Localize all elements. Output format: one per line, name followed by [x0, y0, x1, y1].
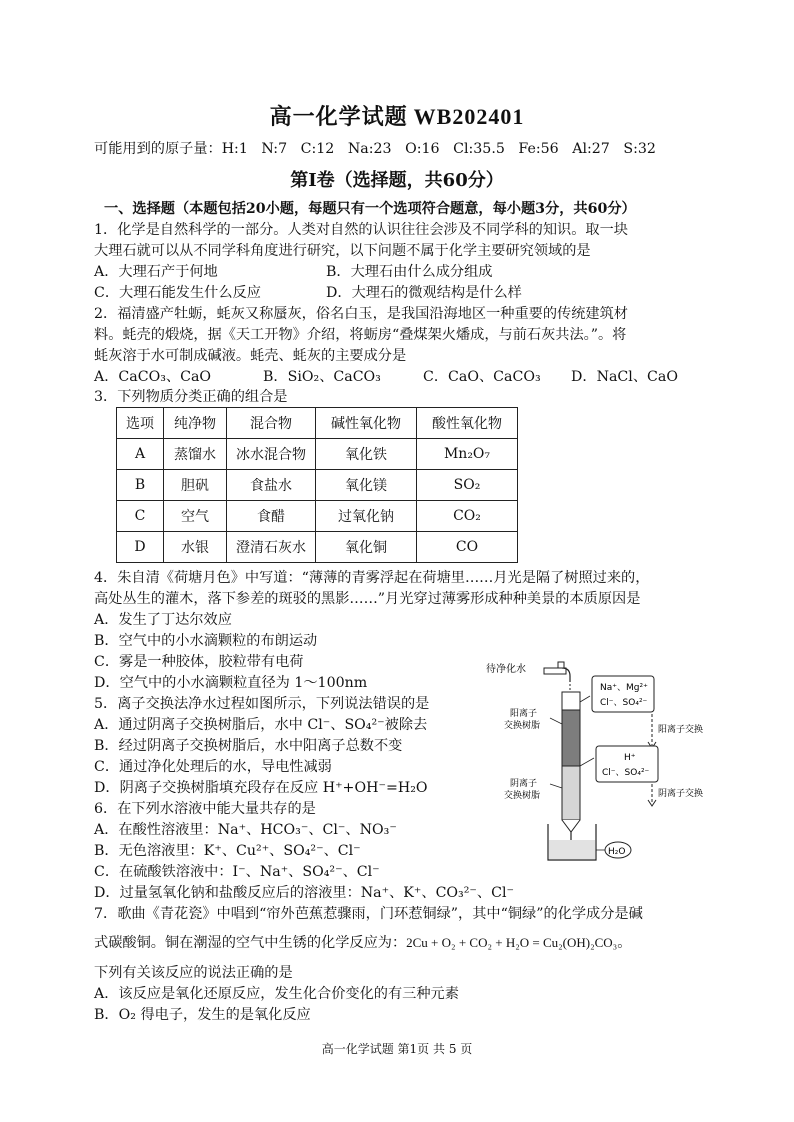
table-row — [117, 470, 518, 501]
table-header: 碱性氧化物 — [316, 408, 417, 439]
box1-line-2: Cl⁻、SO₄²⁻ — [600, 698, 648, 708]
table-cell: 蒸馏水 — [164, 439, 227, 470]
table-cell: SO₂ — [417, 470, 518, 501]
q3-stem: 3．下列物质分类正确的组合是 — [94, 389, 288, 405]
table-header-row — [117, 408, 518, 439]
table-row — [117, 532, 518, 563]
box2-line-1: H⁺ — [624, 753, 636, 763]
cation-resin-label-1: 阳离子 — [510, 709, 538, 719]
water-label: H₂O — [608, 847, 626, 857]
table-cell: 氧化铜 — [316, 532, 417, 563]
q4-option-d: D．空气中的小水滴颗粒直径为 1～100nm — [94, 675, 368, 691]
q7-stem-2-text: 式碳酸铜。铜在潮湿的空气中生锈的化学反应为： — [94, 935, 407, 951]
volume-heading: 第Ⅰ卷（选择题，共60分） — [290, 170, 504, 191]
table-cell: 氧化镁 — [316, 470, 417, 501]
anion-exchange-label: 阴离子交换 — [658, 789, 704, 799]
table-header: 酸性氧化物 — [417, 408, 518, 439]
q4-option-b: B．空气中的小水滴颗粒的布朗运动 — [94, 633, 318, 649]
q6-stem: 6．在下列水溶液中能大量共存的是 — [94, 801, 316, 817]
ion-exchange-diagram — [482, 654, 712, 864]
table-cell: 澄清石灰水 — [227, 532, 316, 563]
title-text: 高一化学试题 — [269, 104, 408, 130]
anion-resin — [562, 766, 580, 820]
table-cell: 水银 — [164, 532, 227, 563]
q5-option-a: A．通过阴离子交换树脂后，水中 Cl⁻、SO₄²⁻被除去 — [94, 717, 428, 733]
table-cell: 过氧化钠 — [316, 501, 417, 532]
table-header: 纯净物 — [164, 408, 227, 439]
q7-stem-2 — [94, 933, 631, 953]
q6-option-d: D．过量氢氧化钠和盐酸反应后的溶液里：Na⁺、K⁺、CO₃²⁻、Cl⁻ — [94, 885, 514, 901]
q2-stem-1: 2．福清盛产牡蛎，蚝灰又称蜃灰，俗名白玉，是我国沿海地区一种重要的传统建筑材 — [94, 306, 628, 322]
table-cell: CO₂ — [417, 501, 518, 532]
q4-stem-2: 高处丛生的灌木，落下参差的斑驳的黑影……”月光穿过薄雾形成种种美景的本质原因是 — [94, 591, 641, 607]
table-row — [117, 439, 518, 470]
cation-resin — [562, 710, 580, 766]
table-row — [117, 501, 518, 532]
q7-option-a: A．该反应是氧化还原反应，发生化合价变化的有三种元素 — [94, 986, 459, 1002]
q6-option-a: A．在酸性溶液里：Na⁺、HCO₃⁻、Cl⁻、NO₃⁻ — [94, 822, 397, 838]
inlet-label: 待净化水 — [486, 664, 526, 675]
q4-option-c: C．雾是一种胶体，胶粒带有电荷 — [94, 654, 304, 670]
cation-resin-label-2: 交换树脂 — [504, 721, 541, 731]
table-header: 选项 — [117, 408, 164, 439]
table-cell: 食醋 — [227, 501, 316, 532]
table-cell: 冰水混合物 — [227, 439, 316, 470]
reaction-equation: 2Cu + O₂ + CO₂ + H₂O = Cu₂(OH)₂CO₃ — [406, 935, 618, 950]
q7-stem-1: 7．歌曲《青花瓷》中唱到“帘外芭蕉惹骤雨，门环惹铜绿”，其中“铜绿”的化学成分是碱 — [94, 906, 643, 922]
table-cell: A — [117, 439, 164, 470]
q5-option-b: B．经过阴离子交换树脂后，水中阳离子总数不变 — [94, 738, 403, 754]
q7-option-b: B．O₂ 得电子，发生的是氧化反应 — [94, 1007, 311, 1023]
q6-option-c: C．在硫酸铁溶液中：I⁻、Na⁺、SO₄²⁻、Cl⁻ — [94, 864, 380, 880]
q1-stem-1: 1．化学是自然科学的一部分。人类对自然的认识往往会涉及不同学科的知识。取一块 — [94, 222, 628, 238]
q2-option-d: D．NaCl、CaO — [571, 369, 678, 385]
table-cell: 空气 — [164, 501, 227, 532]
table-cell: B — [117, 470, 164, 501]
anion-resin-label-1: 阴离子 — [510, 779, 538, 789]
box2-line-2: Cl⁻、SO₄²⁻ — [602, 768, 650, 778]
table-cell: D — [117, 532, 164, 563]
box1-line-1: Na⁺、Mg²⁺ — [600, 683, 648, 693]
q2-stem-2: 料。蚝壳的煅烧，据《天工开物》介绍，将蛎房“叠煤架火燔成，与前石灰共法。”。将 — [94, 327, 627, 343]
table-cell: 食盐水 — [227, 470, 316, 501]
q2-stem-3: 蚝灰溶于水可制成碱液。蚝壳、蚝灰的主要成分是 — [94, 348, 407, 364]
page-title — [0, 100, 794, 131]
q2-option-c: C．CaO、CaCO₃ — [423, 369, 541, 385]
q1-option-d: D．大理石的微观结构是什么样 — [326, 285, 522, 301]
q3-table — [116, 407, 518, 563]
q4-option-a: A．发生了丁达尔效应 — [94, 612, 232, 628]
exam-code: WB202401 — [413, 104, 525, 129]
q7-stem-2-end: 。 — [617, 935, 632, 951]
q5-option-d: D．阴离子交换树脂填充段存在反应 H⁺+OH⁻=H₂O — [94, 780, 428, 796]
page-footer: 高一化学试题 第1页 共 5 页 — [321, 1042, 473, 1056]
q7-stem-3: 下列有关该反应的说法正确的是 — [94, 965, 293, 981]
table-cell: 胆矾 — [164, 470, 227, 501]
q1-option-c: C．大理石能发生什么反应 — [94, 285, 261, 301]
atomic-mass-line: 可能用到的原子量：H:1 N:7 C:12 Na:23 O:16 Cl:35.5 Fe:56 Al:27 S:32 — [94, 141, 656, 157]
q2-option-b: B．SiO₂、CaCO₃ — [263, 369, 381, 385]
q4-stem-1: 4．朱自清《荷塘月色》中写道：“薄薄的青雾浮起在荷塘里……月光是隔了树照过来的， — [94, 570, 650, 586]
anion-resin-label-2: 交换树脂 — [504, 791, 541, 801]
table-header: 混合物 — [227, 408, 316, 439]
table-cell: CO — [417, 532, 518, 563]
q5-stem: 5．离子交换法净水过程如图所示，下列说法错误的是 — [94, 696, 430, 712]
table-cell: C — [117, 501, 164, 532]
q1-stem-2: 大理石就可以从不同学科角度进行研究，以下问题不属于化学主要研究领域的是 — [94, 243, 591, 259]
table-cell: Mn₂O₇ — [417, 439, 518, 470]
q1-option-b: B．大理石由什么成分组成 — [326, 264, 493, 280]
table-cell: 氧化铁 — [316, 439, 417, 470]
q6-option-b: B．无色溶液里：K⁺、Cu²⁺、SO₄²⁻、Cl⁻ — [94, 843, 361, 859]
section-heading: 一、选择题（本题包括20小题，每题只有一个选项符合题意，每小题3分，共60分） — [104, 201, 636, 217]
faucet-icon — [544, 668, 566, 674]
q1-option-a: A．大理石产于何地 — [94, 264, 218, 280]
cation-exchange-label: 阳离子交换 — [658, 725, 704, 735]
q5-option-c: C．通过净化处理后的水，导电性减弱 — [94, 759, 332, 775]
q2-option-a: A．CaCO₃、CaO — [94, 369, 212, 385]
